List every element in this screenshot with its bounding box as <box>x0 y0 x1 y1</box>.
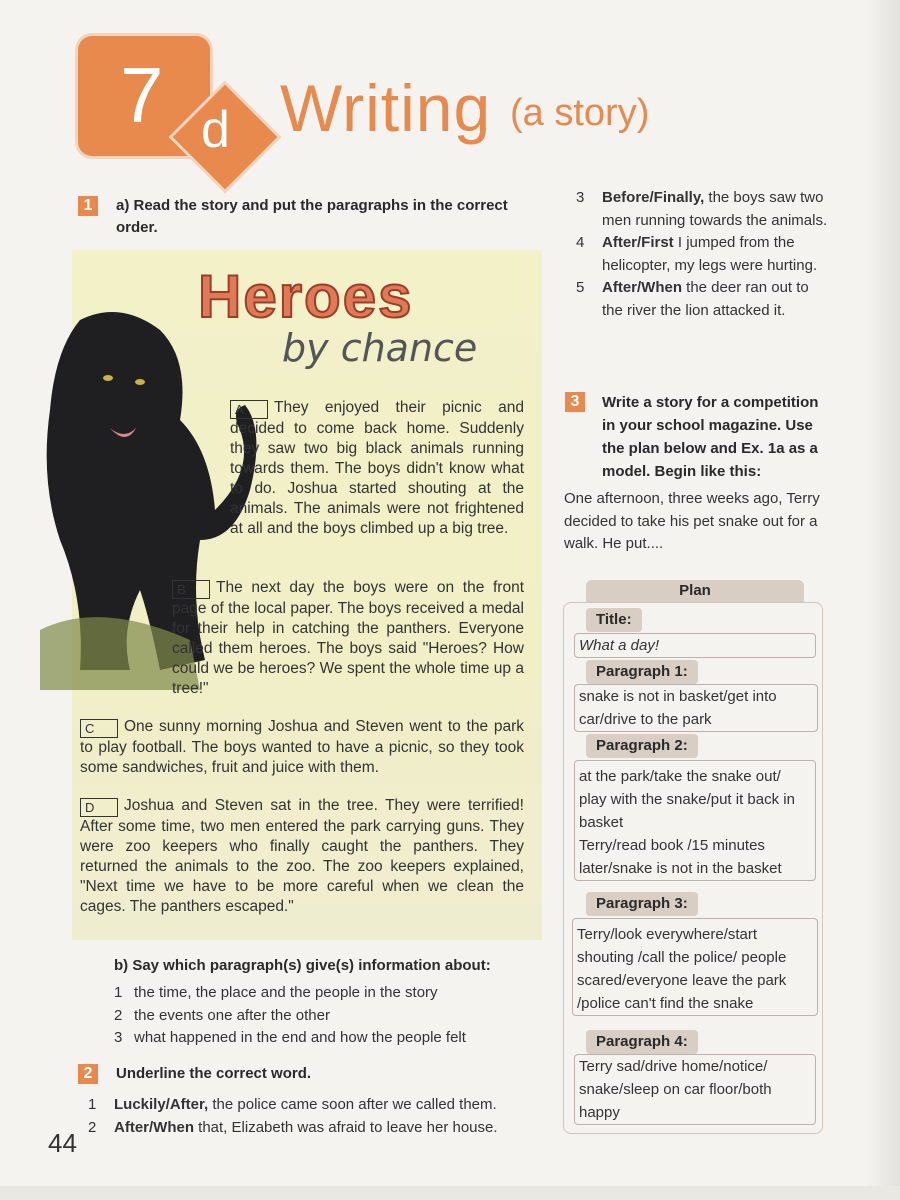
page-subtitle: (a story) <box>510 92 650 134</box>
paragraph-text: One sunny morning Joshua and Steven went to the park to play football. The boys wanted to have a picnic, so they took some sandwiches, fruit and juice with them. <box>80 718 524 776</box>
ex1-instruction-a: a) Read the story and put the paragraphs in the correct order. <box>116 197 508 236</box>
page-title: Writing <box>280 71 492 145</box>
plan-p2-text: at the park/take the snake out/ play with the snake/put it back in basket Terry/read book /15 minutes later/snake is not in the basket <box>574 760 816 881</box>
story-subtitle: by chance <box>282 326 478 370</box>
paragraph-label: C <box>80 719 118 738</box>
plan-p3-text: Terry/look everywhere/start shouting /call the police/ people scared/everyone leave the park /police can't find the snake <box>572 918 818 1016</box>
page-number: 44 <box>48 1128 77 1158</box>
paragraph-a <box>230 398 524 539</box>
list-item: 4 After/First I jumped from the helicopter, my legs were hurting. <box>576 234 818 274</box>
plan-p2-label: Paragraph 2: <box>586 734 698 758</box>
ex2-instruction: Underline the correct word. <box>116 1065 312 1082</box>
list-item: 2 the events one after the other <box>114 1006 330 1024</box>
plan-heading: Plan <box>586 580 804 602</box>
paragraph-d <box>80 796 524 917</box>
list-item: 1 the time, the place and the people in the story <box>114 984 438 1001</box>
story-title: Heroes <box>198 263 414 330</box>
paragraph-label: A <box>230 400 268 419</box>
ex3-instruction: Write a story for a competition in your school magazine. Use the plan below and Ex. 1a as a model. Begin like this: <box>602 394 819 480</box>
list-item: 1 Luckily/After, the police came soon after we called them. <box>88 1096 497 1113</box>
list-item: 3 what happened in the end and how the people felt <box>114 1029 466 1046</box>
ex3-opening: One afternoon, three weeks ago, Terry decided to take his pet snake out for a walk. He put.... <box>564 490 820 552</box>
unit-number: 7 <box>120 51 164 139</box>
list-item: 5 After/When the deer ran out to the river the lion attacked it. <box>576 279 809 319</box>
paragraph-label: D <box>80 798 118 817</box>
ex1-instruction-b: b) Say which paragraph(s) give(s) information about: <box>114 957 491 974</box>
paragraph-label: B <box>172 580 210 599</box>
page-edge-shadow <box>866 0 900 1200</box>
plan-p1-label: Paragraph 1: <box>586 660 698 684</box>
plan-p4-label: Paragraph 4: <box>586 1030 698 1054</box>
plan-p1-text: snake is not in basket/get into car/drive to the park <box>574 684 818 732</box>
list-item: 3 Before/Finally, the boys saw two men running towards the animals. <box>576 189 828 229</box>
unit-letter: d <box>201 101 230 159</box>
plan-p3-label: Paragraph 3: <box>586 892 698 916</box>
ex1-number: 1 <box>78 196 98 216</box>
ex2-number: 2 <box>78 1064 98 1084</box>
list-item: 2 After/When that, Elizabeth was afraid to leave her house. <box>88 1118 498 1136</box>
page-bottom-edge <box>0 1186 900 1200</box>
ex2-list-left <box>88 1094 528 1139</box>
ex1b-list <box>114 982 466 1050</box>
paragraph-b <box>172 578 524 699</box>
plan-p4-text: Terry sad/drive home/notice/ snake/sleep on car floor/both happy <box>574 1054 816 1125</box>
plan-title-label: Title: <box>586 608 642 632</box>
ex3-number: 3 <box>565 392 585 412</box>
paragraph-c <box>80 717 524 778</box>
plan-title-value: What a day! <box>574 633 816 658</box>
paragraph-text: Joshua and Steven sat in the tree. They were terrified! After some time, two men entered the park carrying guns. They were zoo keepers who finally caught the panthers. They returned the animals to the zoo. The zoo keepers explained, "Next time we have to be more careful when we clean the cages. The panthers escaped." <box>80 797 524 915</box>
paragraph-text: They enjoyed their picnic and decided to come back home. Suddenly they saw two big black animals running towards them. The boys didn't know what to do. Joshua started shouting at the animals. The animals were not frightened at all and the boys climbed up a big tree. <box>230 399 524 537</box>
paragraph-text: The next day the boys were on the front page of the local paper. The boys received a medal for their help in catching the panthers. Everyone called them heroes. The boys said "Heroes? How could we be heroes? We spent the whole time up a tree!" <box>172 579 524 697</box>
ex2-list-right <box>576 187 831 322</box>
